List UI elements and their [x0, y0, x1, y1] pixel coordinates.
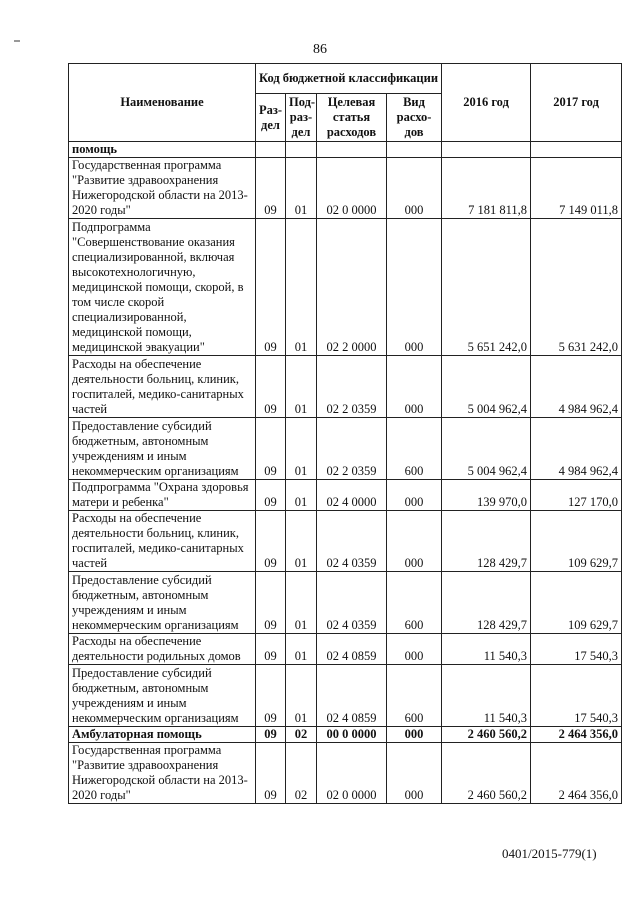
header-2016: 2016 год: [442, 64, 531, 142]
row-section: 09: [256, 634, 286, 665]
row-amount-2016: 11 540,3: [442, 634, 531, 665]
row-target: 02 2 0000: [317, 219, 387, 356]
row-section: 09: [256, 511, 286, 572]
table-row: [69, 665, 622, 727]
header-code-group: Код бюджетной классификации: [256, 64, 442, 94]
table-row: [69, 158, 622, 219]
row-amount-2017: 4 984 962,4: [531, 418, 622, 480]
row-name: Расходы на обеспечение деятельности больниц, клиник, госпиталей, медико-санитарных частей: [69, 356, 256, 418]
row-amount-2016: 5 004 962,4: [442, 418, 531, 480]
row-name: Подпрограмма "Охрана здоровья матери и ребенка": [69, 480, 256, 511]
header-subsection: Под-раз-дел: [286, 94, 317, 142]
page-number: 86: [313, 42, 327, 57]
row-section: 09: [256, 418, 286, 480]
row-section: [256, 142, 286, 158]
row-name: Предоставление субсидий бюджетным, автономным учреждениям и иным некоммерческим организациям: [69, 572, 256, 634]
row-expense-type: 000: [387, 480, 442, 511]
row-target: 02 4 0359: [317, 511, 387, 572]
row-name: Амбулаторная помощь: [69, 727, 256, 743]
row-expense-type: 000: [387, 511, 442, 572]
row-amount-2016: 2 460 560,2: [442, 727, 531, 743]
row-amount-2016: 139 970,0: [442, 480, 531, 511]
row-amount-2017: 5 631 242,0: [531, 219, 622, 356]
row-name: Подпрограмма "Совершенствование оказания специализированной, включая высокотехнологичную, медицинской помощи, скорой, в том числе скорой специализированной, медицинской помощи, медицинской эвакуации": [69, 219, 256, 356]
table-row: [69, 634, 622, 665]
table-row: [69, 727, 622, 743]
budget-table: [68, 63, 622, 804]
row-amount-2016: 128 429,7: [442, 572, 531, 634]
row-amount-2017: 109 629,7: [531, 511, 622, 572]
row-subsection: 01: [286, 511, 317, 572]
row-subsection: 01: [286, 572, 317, 634]
row-amount-2017: 17 540,3: [531, 665, 622, 727]
row-target: 02 4 0859: [317, 634, 387, 665]
header-target: Целевая статья расходов: [317, 94, 387, 142]
row-target: 02 0 0000: [317, 743, 387, 804]
header-2017: 2017 год: [531, 64, 622, 142]
row-section: 09: [256, 158, 286, 219]
row-target: 02 2 0359: [317, 418, 387, 480]
table-row: [69, 219, 622, 356]
row-section: 09: [256, 356, 286, 418]
row-amount-2017: 2 464 356,0: [531, 727, 622, 743]
row-expense-type: 600: [387, 418, 442, 480]
row-subsection: 01: [286, 665, 317, 727]
footer-document-code: 0401/2015-779(1): [502, 846, 597, 861]
row-subsection: 02: [286, 727, 317, 743]
table-row: [69, 142, 622, 158]
table-body: [69, 142, 622, 804]
row-amount-2017: 4 984 962,4: [531, 356, 622, 418]
row-section: 09: [256, 572, 286, 634]
row-section: 09: [256, 219, 286, 356]
row-amount-2016: 2 460 560,2: [442, 743, 531, 804]
row-section: 09: [256, 665, 286, 727]
row-amount-2016: 128 429,7: [442, 511, 531, 572]
header-name: Наименование: [69, 64, 256, 142]
row-subsection: 01: [286, 219, 317, 356]
row-expense-type: 000: [387, 158, 442, 219]
row-section: 09: [256, 480, 286, 511]
row-name: Расходы на обеспечение деятельности родильных домов: [69, 634, 256, 665]
row-amount-2016: 5 004 962,4: [442, 356, 531, 418]
row-expense-type: 600: [387, 665, 442, 727]
row-target: 02 4 0359: [317, 572, 387, 634]
row-expense-type: 000: [387, 727, 442, 743]
row-amount-2016: [442, 142, 531, 158]
table-row: [69, 572, 622, 634]
row-amount-2017: 109 629,7: [531, 572, 622, 634]
row-expense-type: [387, 142, 442, 158]
row-amount-2017: 127 170,0: [531, 480, 622, 511]
row-amount-2017: 7 149 011,8: [531, 158, 622, 219]
row-amount-2016: 7 181 811,8: [442, 158, 531, 219]
row-target: 02 0 0000: [317, 158, 387, 219]
row-expense-type: 000: [387, 743, 442, 804]
row-target: 00 0 0000: [317, 727, 387, 743]
row-expense-type: 000: [387, 634, 442, 665]
row-subsection: 01: [286, 634, 317, 665]
row-name: Предоставление субсидий бюджетным, автономным учреждениям и иным некоммерческим организациям: [69, 665, 256, 727]
row-amount-2016: 5 651 242,0: [442, 219, 531, 356]
row-target: 02 2 0359: [317, 356, 387, 418]
row-subsection: 01: [286, 356, 317, 418]
row-amount-2017: 2 464 356,0: [531, 743, 622, 804]
row-amount-2017: [531, 142, 622, 158]
row-expense-type: 000: [387, 356, 442, 418]
row-amount-2017: 17 540,3: [531, 634, 622, 665]
row-subsection: 01: [286, 418, 317, 480]
table-row: [69, 480, 622, 511]
row-name: Расходы на обеспечение деятельности больниц, клиник, госпиталей, медико-санитарных частей: [69, 511, 256, 572]
row-target: 02 4 0000: [317, 480, 387, 511]
header-expense-type: Вид расхо-дов: [387, 94, 442, 142]
row-section: 09: [256, 727, 286, 743]
row-name: Государственная программа "Развитие здравоохранения Нижегородской области на 2013-2020 годы": [69, 158, 256, 219]
row-subsection: 02: [286, 743, 317, 804]
row-name: помощь: [69, 142, 256, 158]
table-row: [69, 356, 622, 418]
row-target: 02 4 0859: [317, 665, 387, 727]
row-subsection: 01: [286, 158, 317, 219]
row-subsection: [286, 142, 317, 158]
row-section: 09: [256, 743, 286, 804]
header-section: Раз-дел: [256, 94, 286, 142]
row-subsection: 01: [286, 480, 317, 511]
row-name: Предоставление субсидий бюджетным, автономным учреждениям и иным некоммерческим организациям: [69, 418, 256, 480]
table-row: [69, 418, 622, 480]
row-expense-type: 000: [387, 219, 442, 356]
row-name: Государственная программа "Развитие здравоохранения Нижегородской области на 2013-2020 годы": [69, 743, 256, 804]
row-target: [317, 142, 387, 158]
table-row: [69, 743, 622, 804]
row-expense-type: 600: [387, 572, 442, 634]
table-row: [69, 511, 622, 572]
row-amount-2016: 11 540,3: [442, 665, 531, 727]
